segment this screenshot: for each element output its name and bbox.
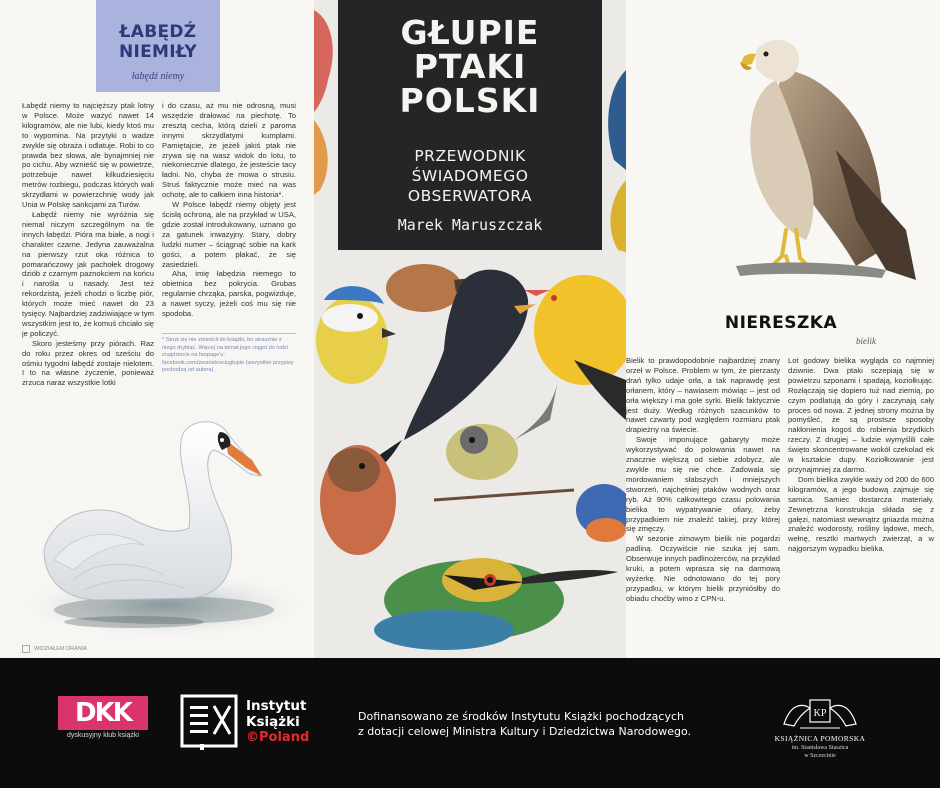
paragraph: Dom bielika zwykle waży od 200 do 600 kilogramów, a jego budową zajmuje się samica. Samiec dostarcza materiały. Zewnętrzna konstrukcja składa się z gałęzi, natomiast wewnątrz gniazda można znaleźć wodorosty, rośliny lądowe, mech, wełnę, resztki martwych zwierząt, a w najgorszym wypadku bielika. [788, 474, 934, 554]
instytut-ksiazki-name-line: Książki [246, 714, 300, 730]
paragraph: Łabędź niemy nie wyróżnia się niemal niczym szczególnym na tle innych łabędzi. Pióra ma białe, a nogi i charakter czarne. Jedyna zauważalna na pierwszy rzut oka różnica to pomarańczowy jak pachołek drogowy dziób z czarnym paznokciem na końcu i narośla u nasady. Jest też rekordzistą, jeżeli chodzi o liczbę piór, których może mieć nawet do 23 tysięcy. Najbardziej zadziwiające w tym wszystkim jest to, że komuś chciało się je policzyć. [22, 209, 154, 338]
paragraph: Lot godowy bielika wygląda co najmniej dziwnie. Dwa ptaki sczepiają się w powietrzu szponami i spadają, koziołkując. Rozłączają się dopiero tuż nad ziemią, po czym podlatują do góry i zaczynają cały proces od nowa. Z jednej strony można by pomyśleć, że są prostsze sposoby nakłonienia kogoś do robienia brzydkich rzeczy. Z drugiej – ludzie wymyślili całe święto skoncentrowane wokół czekolad ek w kształcie dupy. Koziołkowanie jest przynajmniej za darmo. [788, 356, 934, 474]
book-title-line: PTAKI [413, 47, 527, 86]
eagle-text-column-1 [626, 356, 780, 646]
paragraph: i do czasu, aż mu nie odrosną, musi wszędzie drałować na piechotę. To zresztą cecha, którą dzieli z paroma innymi skrzydlatymi kumplami. Pamiętajcie, że jeżeli jakiś ptak nie zrywa się na wasz widok do lotu, to niekoniecznie dlatego, że jesteście tacy ładni. No, chyba że mowa o strusiu. Struś faktycznie może mieć na was ochotę, ale to całkiem inna historia*. [162, 101, 296, 200]
book-subtitle-line: PRZEWODNIK [414, 147, 526, 165]
swan-subtitle: łabędź niemy [131, 71, 185, 82]
paragraph: Swoje imponujące gabaryty może wykorzystywać do polowania nawet na znacznie większą od siebie zdobycz, ale zwykle mu się nie chce. Zadowala się mordowaniem słabszych i mniejszych stworzeń, najchętniej ptaków wodnych oraz ryb. Aż 90% całkowitego czasu polowania bielika to wypatrywanie ofiary, żeby przypadkiem nie znaleźć takiej, przy której się zmęczy. [626, 435, 780, 534]
instytut-ksiazki-name [246, 698, 306, 730]
book-title [338, 13, 602, 120]
swan-footnote: * Struś się nie zmieścił do książki, bo strasznie z niego drybląc. Więcej na temat jego ciągot do ludzi znajdziecie na fanpage'u: facebook.com/zwariatesciugłupie (wszystkie przypisy pochodzą od autora). [162, 333, 296, 375]
dkk-logo-text: DKK [75, 698, 131, 728]
eagle-text-column-2 [788, 356, 934, 596]
funding-line: Dofinansowano ze środków Instytutu Książki pochodzących [358, 710, 684, 723]
swan-title-line2: NIEMIŁY [118, 42, 198, 62]
caption [22, 645, 87, 653]
instytut-ksiazki-logo [180, 694, 350, 750]
ksiaznica-pomorska-logo [770, 696, 870, 772]
checkbox-icon [22, 645, 30, 653]
swan-title-box [96, 0, 220, 92]
paragraph: Łabędź niemy to najcięższy ptak lotny w Polsce. Może ważyć nawet 14 kilogramów, ale nie lubi, kiedy ktoś mu to wypomina. Na przytyki o wadze zwykle się obraża i odlatuje. Robi to co prawda bez słowa, ale bynajmniej nie po cichu. Aby wznieść się w powietrze, potrzebuje nawet kilkudziesięciu metrów rozbiegu, podczas których wali skrzydłami w powierzchnię wody jak Unia w Polskę sankcjami za Turów. [22, 101, 154, 210]
paragraph: Aha, imię łabędzia niemego to obietnica bez pokrycia. Grubas regularnie chrząka, parska, pogwizduje, a nawet syczy, jeżeli coś mu się nie spodoba. [162, 269, 296, 319]
book-title-line: GŁUPIE [400, 13, 540, 52]
cover-title-box [338, 0, 602, 250]
swan-page [0, 0, 314, 658]
footer-bar [0, 658, 940, 788]
swan-title-line1: ŁABĘDŹ [119, 22, 197, 42]
eagle-subtitle: bielik [856, 336, 876, 346]
instytut-ksiazki-name-line: Instytut [246, 698, 307, 714]
book-subtitle-line: ŚWIADOMEGO [411, 167, 529, 185]
book-title-line: POLSKI [399, 81, 541, 120]
funding-statement [358, 709, 738, 739]
library-city: w Szczecinie [804, 753, 836, 759]
book-author: Marek Maruszczak [397, 216, 543, 234]
swan-text-column-1 [22, 101, 154, 391]
swan-text-column-2 [162, 101, 296, 331]
swan-title [96, 22, 220, 62]
paragraph: Bielik to prawdopodobnie najbardziej znany orzeł w Polsce. Problem w tym, że pierzasty drań tylko udaje orła, a tak naprawdę jest orłanem, który – nawiasem mówiąc – jest od orła większy i ma gołe syrki. Bielik faktycznie jest duży. Według różnych szacunków to nawet czwarty pod względem rozmiaru ptak drapieżny na świecie. [626, 356, 780, 435]
instytut-ksiazki-poland: ©Poland [246, 730, 310, 745]
eagle-title: NIERESZKA [724, 313, 838, 333]
library-emblem-icon [780, 696, 860, 732]
dkk-tagline: dyskusyjny klub książki [67, 732, 139, 739]
dkk-logo-box [58, 696, 148, 730]
library-emblem-text: KP [813, 708, 827, 719]
book-subtitle-line: OBSERWATORA [407, 187, 533, 205]
eagle-page [626, 0, 940, 658]
book-subtitle [338, 146, 602, 206]
book-cover [314, 0, 626, 658]
paragraph: W Polsce łabędź niemy objęty jest ścisłą ochroną, ale na przykład w USA, gdzie został introdukowany, uznano go za gatunek inwazyjny. Stary, dobry ludzki numer – ściągnąć sobie na kark gości, a potem płakać, że się zasiedzieli. [162, 200, 296, 269]
swan-illustration [14, 410, 304, 645]
paragraph: W sezonie zimowym bielik nie pogardzi padliną. Oczywiście nie szuka jej sam. Obserwuje innych padlinożerców, na przykład kruki, a potem wprasza się na darmową wyżerkę. Nie odnotowano do tej pory przypadku, w którym bielik przyniósłby do obiadu choćby wino z CPN-u. [626, 534, 780, 603]
library-name: KSIĄŻNICA POMORSKA [774, 734, 866, 743]
paragraph: Skoro jesteśmy przy piórach. Raz do roku przez okres od sześciu do ośmiu tygodni łabędź zostaje nielotem. I to na własne życzenie, ponieważ zrzuca naraz wszystkie lotki [22, 338, 154, 388]
library-patron: im. Stanisława Staszica [791, 745, 849, 751]
funding-line: z dotacji celowej Ministra Kultury i Dziedzictwa Narodowego. [358, 725, 691, 738]
caption-text: WIDZIAŁEM DRANIA [34, 646, 87, 652]
dkk-logo [58, 696, 148, 742]
eagle-illustration [686, 30, 926, 285]
instytut-ksiazki-mark-icon [180, 694, 238, 750]
